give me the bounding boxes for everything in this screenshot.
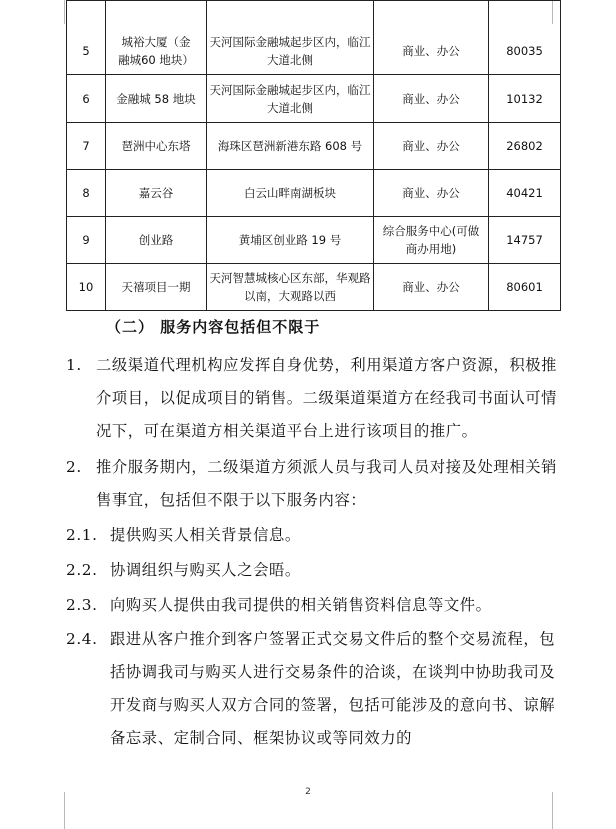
project-name: 琶洲中心东塔 bbox=[106, 123, 207, 170]
row-number: 10 bbox=[67, 264, 106, 311]
crop-mark-bottom-right bbox=[552, 792, 577, 829]
project-location: 天河智慧城核心区东部，华观路以南，大观路以西 bbox=[207, 264, 374, 311]
table-row bbox=[67, 264, 561, 311]
table-row bbox=[67, 217, 561, 264]
project-use: 商业、办公 bbox=[374, 170, 489, 217]
item-number: 2.2. bbox=[66, 561, 98, 579]
page-number: 2 bbox=[305, 787, 311, 797]
item-text: 跟进从客户推介到客户签署正式交易文件后的整个交易流程，包括协调我司与购买人进行交易条件的洽谈，在谈判中协助我司及开发商与购买人双方合同的签署，包括可能涉及的意向书、谅解备忘录、定制合同、框架协议或等同效力的 bbox=[110, 630, 556, 747]
project-name: 城裕大厦（金融城60 地块） bbox=[106, 1, 207, 75]
project-location: 白云山畔南湖板块 bbox=[207, 170, 374, 217]
list-item bbox=[66, 349, 568, 448]
item-number: 2.1. bbox=[66, 526, 98, 544]
item-text: 向购买人提供由我司提供的相关销售资料信息等文件。 bbox=[110, 596, 492, 614]
project-use: 综合服务中心(可做商办用地) bbox=[374, 217, 489, 264]
row-number: 7 bbox=[67, 123, 106, 170]
land-parcel-table bbox=[66, 0, 561, 311]
list-item bbox=[66, 589, 568, 622]
item-text: 推介服务期内，二级渠道方须派人员与我司人员对接及处理相关销售事宜，包括但不限于以下服务内容： bbox=[96, 458, 558, 509]
project-location: 黄埔区创业路 19 号 bbox=[207, 217, 374, 264]
project-value: 40421 bbox=[489, 170, 561, 217]
project-location: 海珠区琶洲新港东路 608 号 bbox=[207, 123, 374, 170]
list-item bbox=[66, 451, 568, 517]
project-value: 80601 bbox=[489, 264, 561, 311]
project-value: 80035 bbox=[489, 1, 561, 75]
project-location: 天河国际金融城起步区内，临江大道北侧 bbox=[207, 1, 374, 75]
row-number: 8 bbox=[67, 170, 106, 217]
list-item bbox=[66, 519, 568, 552]
project-use: 商业、办公 bbox=[374, 1, 489, 75]
item-text: 提供购买人相关背景信息。 bbox=[110, 526, 301, 544]
project-value: 26802 bbox=[489, 123, 561, 170]
crop-mark-bottom-left bbox=[40, 792, 65, 829]
table-row bbox=[67, 170, 561, 217]
list-item bbox=[66, 554, 568, 587]
item-number: 2. bbox=[66, 458, 82, 476]
list-item bbox=[66, 623, 568, 755]
project-use: 商业、办公 bbox=[374, 75, 489, 123]
crop-mark-top-left bbox=[40, 0, 65, 24]
item-text: 二级渠道代理机构应发挥自身优势，利用渠道方客户资源，积极推介项目，以促成项目的销售。二级渠道渠道方在经我司书面认可情况下，可在渠道方相关渠道平台上进行该项目的推广。 bbox=[96, 356, 558, 440]
section-heading: （二） 服务内容包括但不限于 bbox=[106, 318, 321, 336]
project-use: 商业、办公 bbox=[374, 264, 489, 311]
row-number: 6 bbox=[67, 75, 106, 123]
table-row bbox=[67, 1, 561, 75]
project-name: 创业路 bbox=[106, 217, 207, 264]
item-number: 1. bbox=[66, 356, 82, 374]
row-number: 5 bbox=[67, 1, 106, 75]
project-location: 天河国际金融城起步区内，临江大道北侧 bbox=[207, 75, 374, 123]
table-row bbox=[67, 123, 561, 170]
item-number: 2.3. bbox=[66, 596, 98, 614]
project-value: 14757 bbox=[489, 217, 561, 264]
table-row bbox=[67, 75, 561, 123]
project-name: 天禧项目一期 bbox=[106, 264, 207, 311]
project-value: 10132 bbox=[489, 75, 561, 123]
item-number: 2.4. bbox=[66, 630, 98, 648]
project-use: 商业、办公 bbox=[374, 123, 489, 170]
item-text: 协调组织与购买人之会晤。 bbox=[110, 561, 301, 579]
project-name: 金融城 58 地块 bbox=[106, 75, 207, 123]
row-number: 9 bbox=[67, 217, 106, 264]
project-name: 嘉云谷 bbox=[106, 170, 207, 217]
